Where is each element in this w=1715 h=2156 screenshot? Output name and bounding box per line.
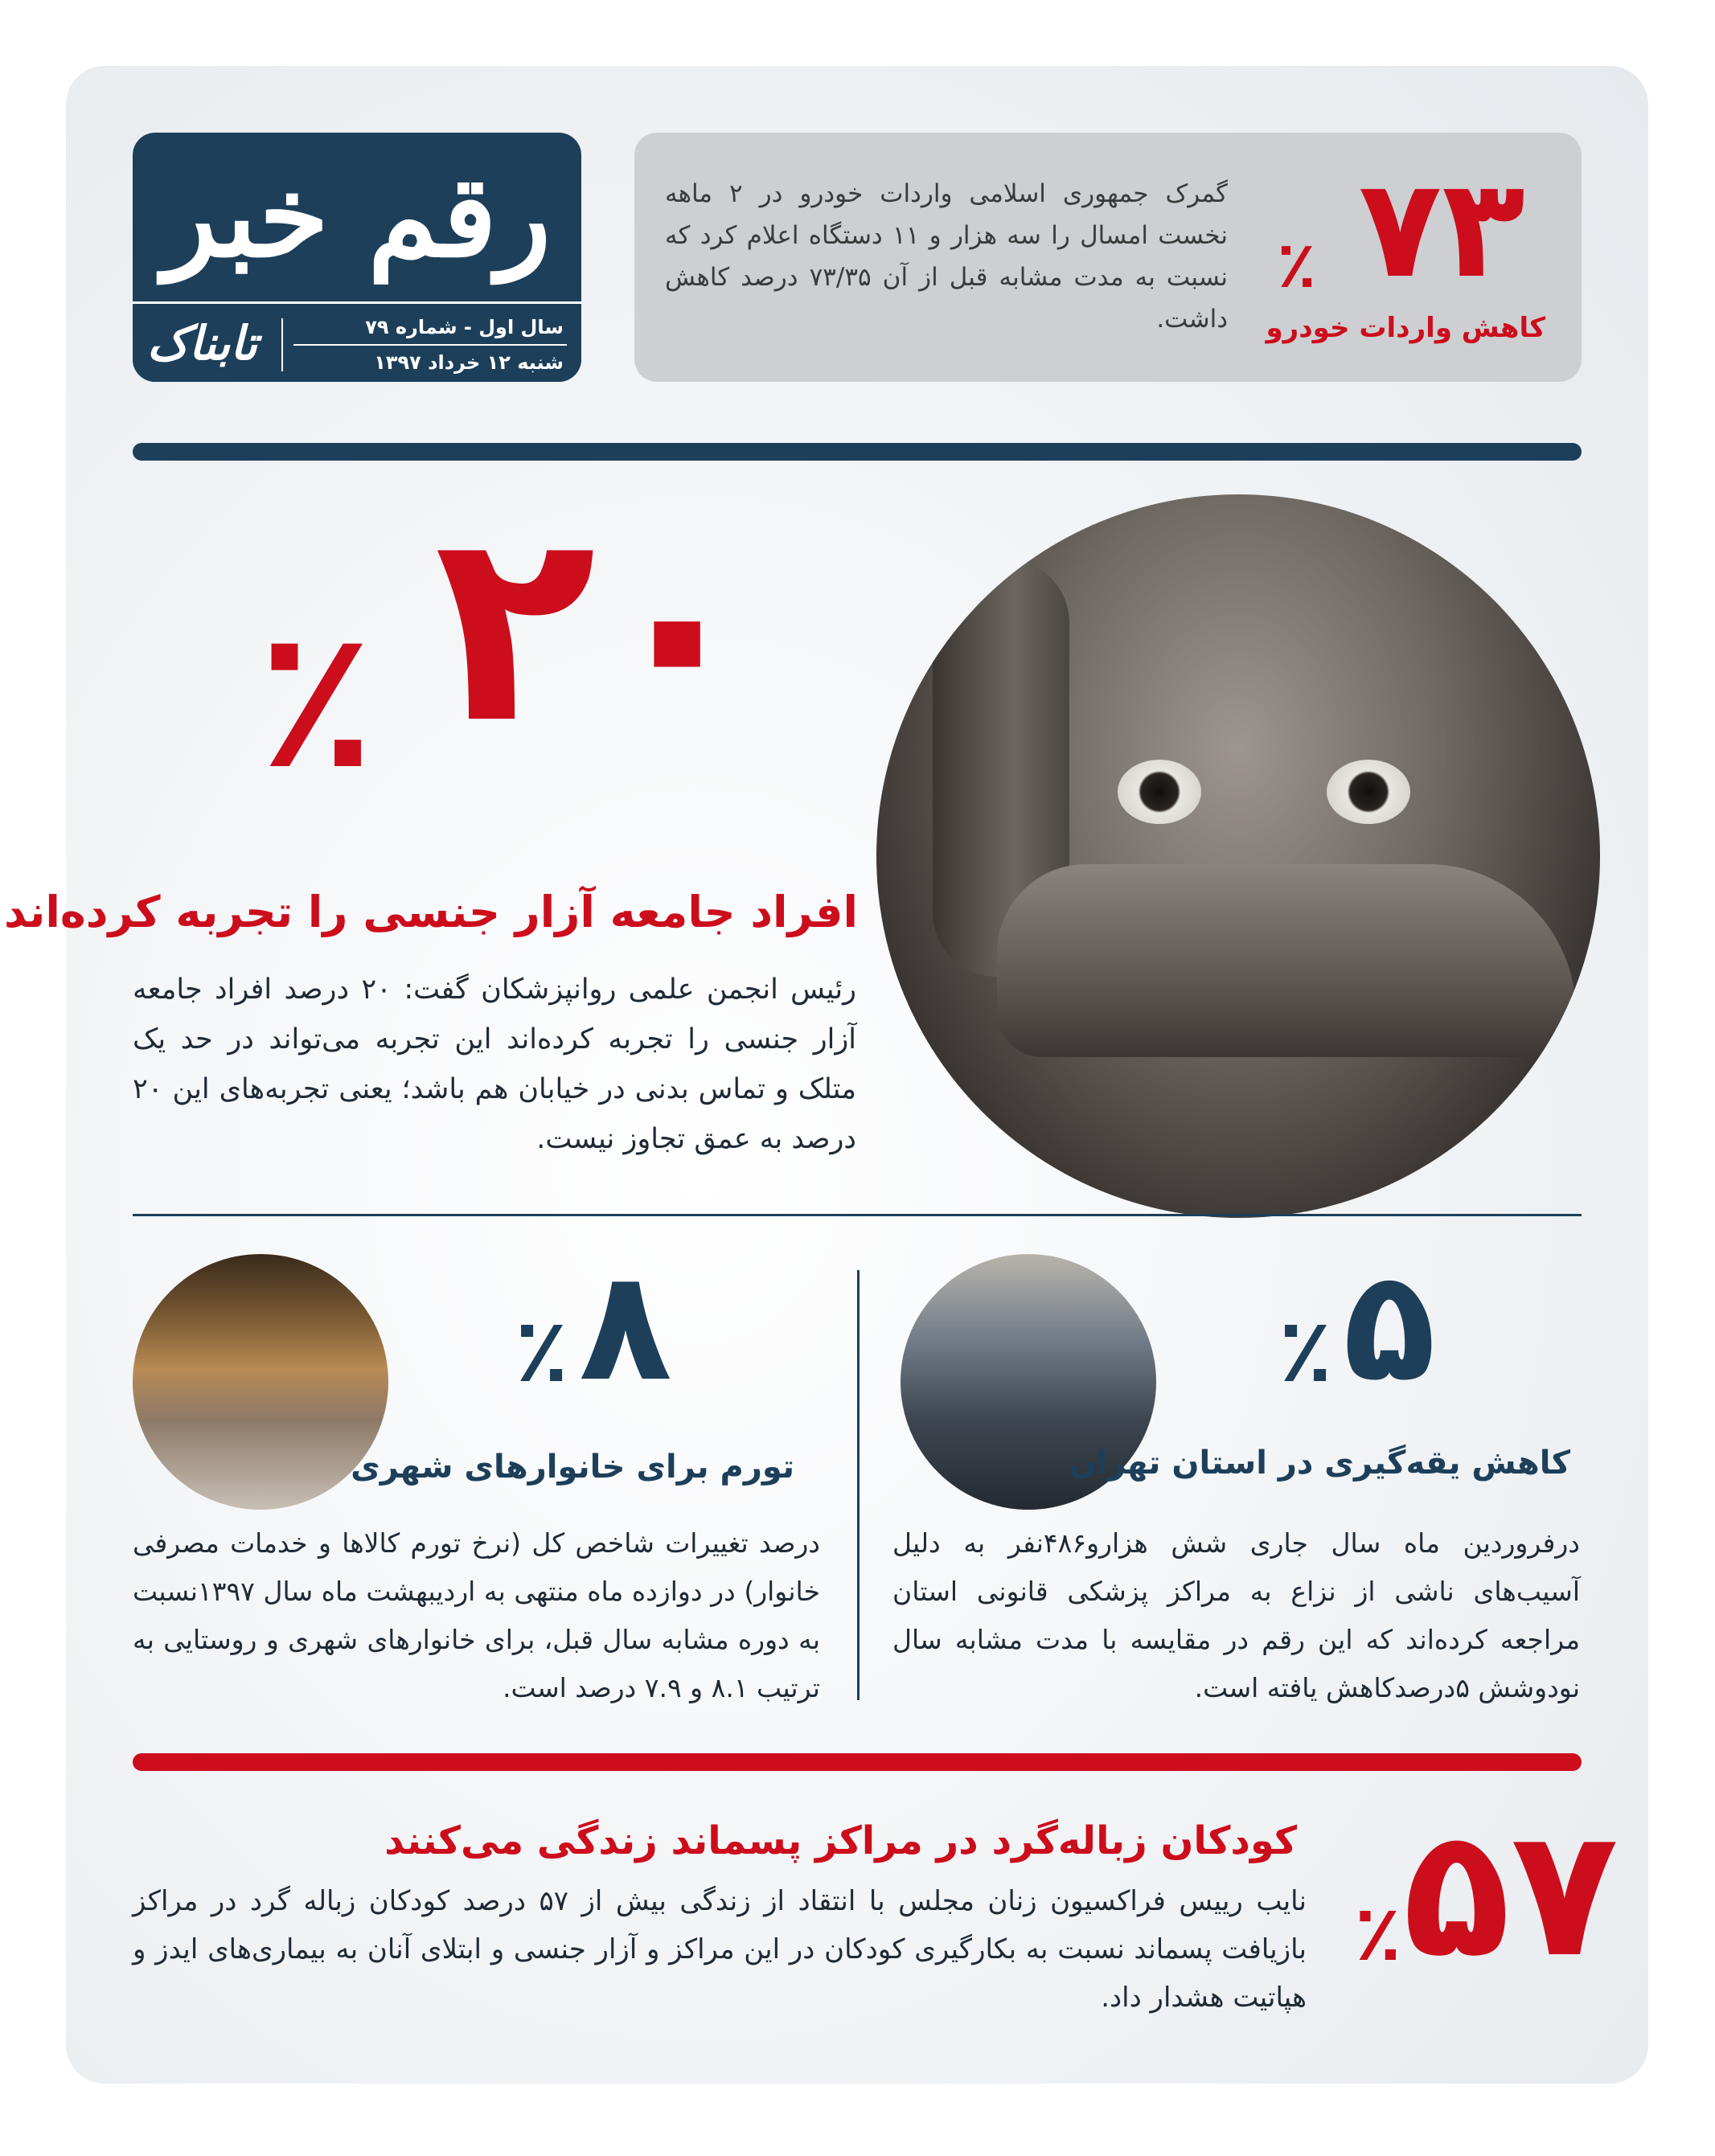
inflation-headline: تورم برای خانوارهای شهری (351, 1449, 794, 1486)
car-import-box (634, 133, 1582, 382)
car-import-label: کاهش واردات خودرو (1266, 312, 1545, 344)
section-divider-middle (133, 1214, 1582, 1216)
fight-number: ۵ (1343, 1237, 1436, 1415)
photo-eye-right (1327, 760, 1410, 824)
car-import-text: گمرک جمهوری اسلامی واردات خودرو در ۲ ماهه نخست امسال را سه هزار و ۱۱ دستگاه اعلام کرد که نسبت به مدت مشابه قبل از آن ۷۳/۳۵ درصد کاهش داشت. (665, 179, 1228, 334)
inflation-number: ۸ (579, 1237, 672, 1415)
photo-hand (997, 864, 1576, 1057)
children-headline: کودکان زباله‌گرد در مراکز پسماند زندگی می‌کنند (384, 1818, 1297, 1863)
masthead-info-bar (133, 301, 581, 382)
car-import-number: ۷۳ (1358, 150, 1525, 309)
photo-eye-left (1118, 760, 1201, 824)
fight-body: درفروردین ماه سال جاری شش هزارو۴۸۶نفر به دلیل آسیب‌های ناشی از نزاع به مراکز پزشکی قانونی استان مراجعه کرده‌اند که این رقم در مقایسه با مدت مشابه سال نودوشش ۵درصدکاهش یافته است. (892, 1527, 1580, 1703)
inflation-body: درصد تغییرات شاخص کل (نرخ تورم کالاها و خدمات مصرفی خانوار) در دوازده ماه منتهی به اردیبهشت ماه سال ۱۳۹۷نسبت به دوره مشابه سال قبل، برای خانوارهای شهری و روستایی به ترتیب ۸.۱ و ۷.۹ درصد است. (133, 1527, 820, 1703)
masthead-divider (281, 318, 283, 371)
brand-name: تابناک (147, 316, 258, 371)
children-body: نایب رییس فراکسیون زنان مجلس با انتقاد از زندگی بیش از ۵۷ درصد کودکان زباله گرد در مراکز بازیافت پسماند نسبت به بکارگیری کودکان در این مراکز و آزار جنسی و ابتلای آنان به بیماری‌های ایدز و هپاتیت هشدار داد. (133, 1885, 1307, 2014)
main-stat-percent-sign: ٪ (257, 587, 375, 812)
section-divider-bottom (133, 1753, 1582, 1771)
main-body: رئیس انجمن علمی روانپزشکان گفت: ۲۰ درصد افراد جامعه آزار جنسی را تجربه کرده‌اند این تجربه می‌تواند در حد یک متلک و تماس بدنی در خیابان هم باشد؛ یعنی تجربه‌های این ۲۰ درصد به عمق تجاوز نیست. (133, 973, 856, 1155)
main-stat-number: ۲۰ (434, 473, 758, 781)
children-percent-sign: ٪ (1354, 1888, 1401, 1978)
fight-headline: کاهش یقه‌گیری در استان تهران (1069, 1445, 1570, 1482)
masthead-logo (133, 133, 581, 382)
inflation-percent-sign: ٪ (515, 1299, 569, 1402)
section-divider-top (133, 443, 1582, 461)
children-number: ۵۷ (1402, 1790, 1619, 1996)
issue-number: سال اول - شماره ۷۹ (365, 316, 564, 338)
child-photo (876, 494, 1600, 1218)
issue-date: شنبه ۱۲ خرداد ۱۳۹۷ (374, 351, 564, 374)
fight-percent-sign: ٪ (1278, 1299, 1333, 1402)
main-headline: افراد جامعه آزار جنسی را تجربه کرده‌اند (3, 887, 858, 937)
masthead-title: رقم خبر (162, 151, 552, 283)
car-import-percent-sign: ٪ (1277, 227, 1316, 302)
column-divider (857, 1270, 860, 1700)
masthead-rule (293, 344, 567, 346)
